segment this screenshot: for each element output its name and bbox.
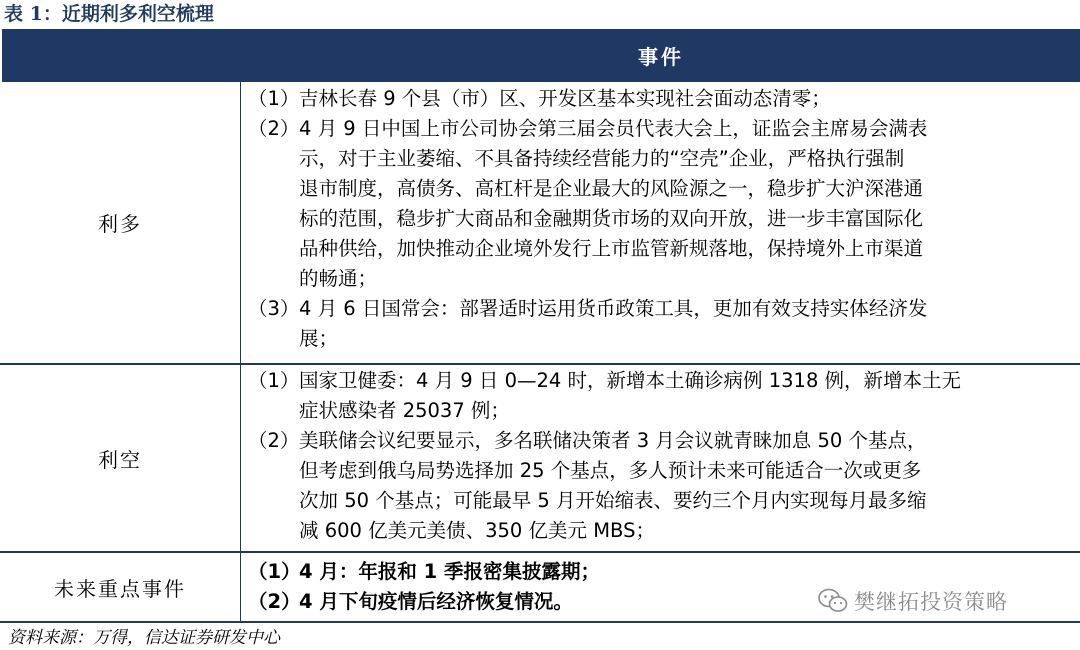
list-item [248, 114, 1078, 294]
watermark [818, 586, 1008, 616]
table-header [2, 29, 1080, 82]
table-caption: 表 1：近期利多利空梳理 [4, 3, 214, 25]
item-line: 退市制度，高债务、高杠杆是企业最大的风险源之一，稳步扩大沪深港通 [299, 177, 924, 200]
item-line: 的畅通； [299, 267, 378, 290]
item-line: 品种供给，加快推动企业境外发行上市监管新规落地，保持境外上市渠道 [299, 237, 924, 260]
wechat-icon [818, 588, 848, 614]
list-item [248, 426, 1078, 546]
column-divider [240, 82, 241, 621]
item-line: 示，对于主业萎缩、不具备持续经营能力的“空壳”企业，严格执行强制 [299, 147, 905, 170]
item-line: 减 600 亿美元美债、350 亿美元 MBS； [299, 519, 655, 542]
list-item [248, 84, 1078, 114]
list-item [248, 557, 1078, 587]
item-number: （1） [248, 87, 300, 110]
item-line: 4 月 6 日国常会：部署适时运用货币政策工具，更加有效支持实体经济发 [299, 297, 928, 320]
table-bottom-rule [0, 621, 1080, 623]
item-line: 国家卫健委：4 月 9 日 0—24 时，新增本土确诊病例 1318 例，新增本土无 [299, 369, 962, 392]
item-line: 美联储会议纪要显示，多名联储决策者 3 月会议就青睐加息 50 个基点， [299, 429, 927, 452]
header-event: 事件 [638, 45, 684, 69]
item-number: （2） [248, 429, 300, 452]
item-line: 4 月：年报和 1 季报密集披露期； [299, 560, 601, 583]
row-label-key-events: 未来重点事件 [54, 576, 186, 601]
item-number: （1） [248, 560, 301, 583]
item-line: 标的范围，稳步扩大商品和金融期货市场的双向开放，进一步丰富国际化 [299, 207, 924, 230]
row-label-bullish: 利多 [98, 212, 142, 236]
item-line: 症状感染者 25037 例； [299, 399, 510, 422]
list-item [248, 294, 1078, 354]
row-body-bearish [248, 366, 1078, 546]
list-item [248, 366, 1078, 426]
watermark-text: 樊继拓投资策略 [854, 590, 1008, 614]
item-line: 但考虑到俄乌局势选择加 25 个基点，多人预计未来可能适合一次或更多 [299, 459, 922, 482]
item-line: 吉林长春 9 个县（市）区、开发区基本实现社会面动态清零； [299, 87, 831, 110]
item-line: 4 月 9 日中国上市公司协会第三届会员代表大会上，证监会主席易会满表 [299, 117, 928, 140]
item-line: 次加 50 个基点；可能最早 5 月开始缩表、要约三个月内实现每月最多缩 [299, 489, 927, 512]
item-line: 4 月下旬疫情后经济恢复情况。 [299, 590, 573, 613]
item-number: （2） [248, 590, 301, 613]
item-number: （2） [248, 117, 300, 140]
item-line: 展； [299, 327, 339, 350]
item-number: （3） [248, 297, 300, 320]
item-number: （1） [248, 369, 300, 392]
row-body-bullish [248, 84, 1078, 354]
source-note: 资料来源：万得，信达证券研发中心 [8, 628, 280, 648]
row-label-bearish: 利空 [98, 447, 142, 472]
